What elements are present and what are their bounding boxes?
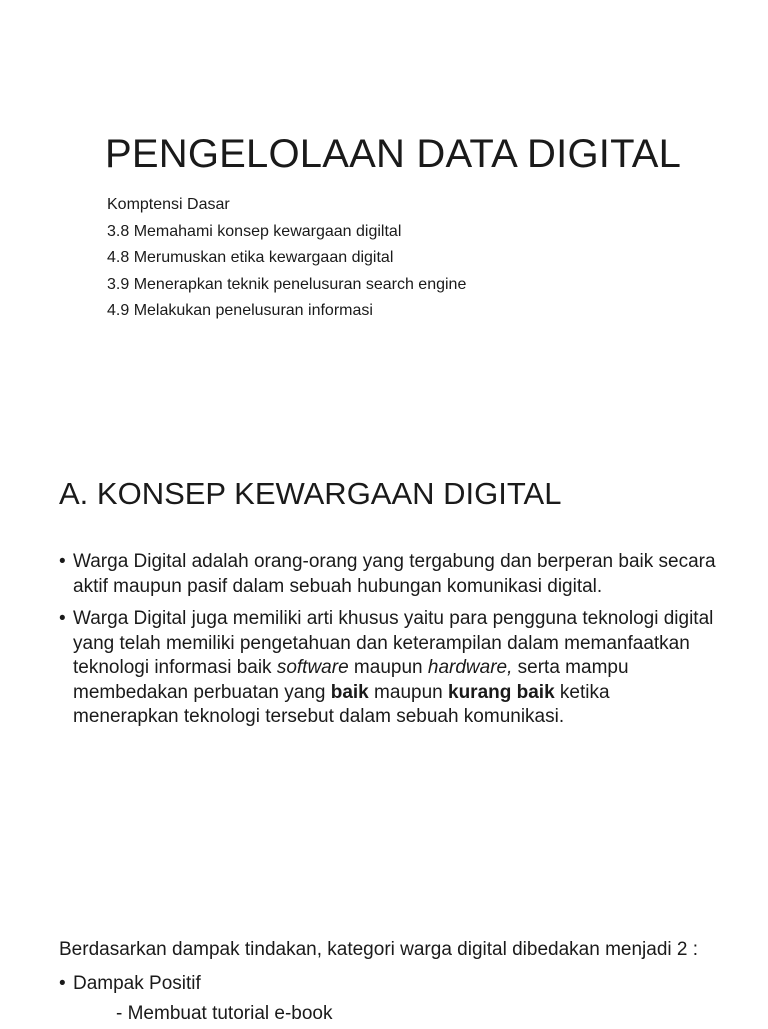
slide-title (0, 0, 768, 432)
concept-bullet-2 (59, 607, 719, 730)
bullet-text: Warga Digital adalah orang-orang yang tergabung dan berperan baik secara aktif maupun pasif dalam sebuah hubungan komunikasi digital. (73, 551, 716, 597)
page-title: PENGELOLAAN DATA DIGITAL (105, 132, 682, 176)
competency-item: 3.9 Menerapkan teknik penelusuran search engine (107, 275, 467, 293)
competency-item: 3.8 Memahami konsep kewargaan digiltal (107, 222, 402, 240)
slide-concept (0, 432, 768, 908)
concept-bullet-list (59, 550, 719, 738)
bullet-marker: • (59, 973, 66, 994)
term-kurang-baik: kurang baik (448, 681, 555, 703)
bullet-text-part: maupun (368, 681, 448, 703)
categories-intro: Berdasarkan dampak tindakan, kategori warga digital dibedakan menjadi 2 : (59, 939, 699, 960)
term-hardware: hardware, (427, 657, 513, 678)
bullet-marker: • (59, 551, 66, 572)
slide-categories (0, 908, 768, 1024)
term-baik: baik (330, 681, 369, 703)
section-title: A. KONSEP KEWARGAAN DIGITAL (59, 476, 562, 511)
bullet-text-part: Warga Digital juga memiliki arti khusus yaitu para pengguna teknologi digital yang telah memiliki pengetahuan dan keterampilan dalam memanfaatkan teknologi informasi baik (73, 608, 714, 678)
term-software: software (276, 657, 349, 678)
categories-list (59, 969, 333, 1029)
category-label: Dampak Positif (73, 973, 201, 994)
category-example: - Membuat tutorial e-book (116, 1003, 333, 1024)
category-positive (59, 969, 333, 999)
competency-item: 4.9 Melakukan penelusuran informasi (107, 302, 373, 319)
bullet-text-part: serta mampu membedakan perbuatan yang (73, 657, 629, 703)
bullet-text-part: ketika menerapkan teknologi tersebut dalam sebuah komunikasi. (73, 681, 610, 727)
competency-list (107, 192, 466, 325)
bullet-marker: • (59, 608, 66, 629)
concept-bullet-1 (59, 550, 719, 599)
competency-heading: Komptensi Dasar (107, 196, 230, 213)
competency-item: 4.8 Merumuskan etika kewargaan digital (107, 249, 394, 266)
bullet-text-part: maupun (348, 657, 428, 678)
